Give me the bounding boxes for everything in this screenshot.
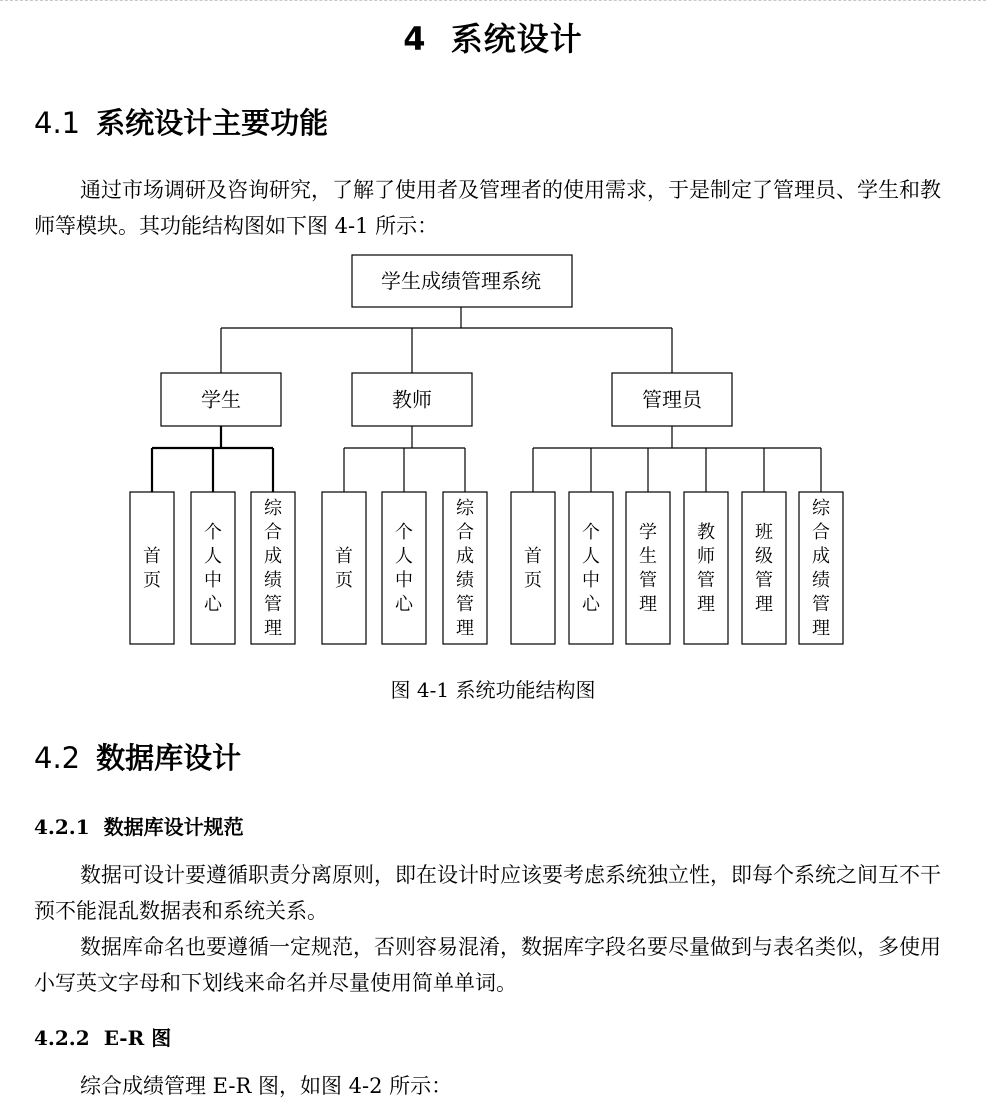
figure-caption: 图 4-1 系统功能结构图: [390, 678, 596, 702]
diagram-leaf-box: [569, 492, 613, 644]
subsection-4-2-2-paragraph: 综合成绩管理 E-R 图，如图 4-2 所示：: [80, 1074, 453, 1098]
diagram-leaf-label: 首页: [524, 546, 542, 591]
diagram-leaf-label: 个人中心: [204, 522, 222, 615]
diagram-leaf-box: [626, 492, 670, 644]
diagram-leaf-box: [130, 492, 174, 644]
subsection-number: 4.2.2: [34, 1026, 90, 1050]
subsection-4-2-1-paragraph-1: 数据可设计要遵循职责分离原则，即在设计时应该要考虑系统独立性，即每个系统之间互不干预不能混乱数据表和系统关系。: [34, 863, 941, 923]
subsection-title: 数据库设计规范: [103, 815, 244, 839]
diagram-leaf-box: [322, 492, 366, 644]
diagram-module-label: 教师: [392, 387, 432, 412]
diagram-leaf-label: 班级管理: [755, 522, 773, 615]
diagram-leaf-label: 首页: [143, 546, 161, 591]
diagram-leaf-label: 个人中心: [582, 522, 600, 615]
section-title: 数据库设计: [96, 741, 242, 775]
diagram-leaf-label: 个人中心: [395, 522, 413, 615]
diagram-leaf-label: 首页: [335, 546, 353, 591]
diagram-module-label: 管理员: [642, 387, 702, 412]
subsection-title: E-R 图: [103, 1026, 172, 1050]
subsection-4-2-1-paragraph-2: 数据库命名也要遵循一定规范，否则容易混淆，数据库字段名要尽量做到与表名类似，多使用小写英文字母和下划线来命名并尽量使用简单单词。: [34, 935, 941, 995]
diagram-leaf-box: [511, 492, 555, 644]
diagram-root-label: 学生成绩管理系统: [381, 269, 541, 293]
diagram-module-label: 学生: [201, 387, 241, 412]
subsection-4-2-2-heading: [34, 1022, 171, 1051]
section-number: 4.2: [34, 741, 81, 775]
diagram-leaf-box: [191, 492, 235, 644]
section-number: 4.1: [34, 106, 81, 140]
diagram-leaf-box: [742, 492, 786, 644]
section-title: 系统设计主要功能: [96, 106, 329, 140]
diagram-leaf-box: [684, 492, 728, 644]
function-structure-diagram: [0, 240, 986, 660]
diagram-leaf-label: 综合成绩管理: [456, 498, 474, 639]
diagram-leaf-label: 教师管理: [697, 522, 715, 615]
subsection-4-2-1-heading: [34, 811, 244, 840]
page-top-border: [0, 0, 986, 5]
chapter-number: 4: [403, 20, 427, 58]
diagram-leaf-box: [382, 492, 426, 644]
section-4-2-heading: [34, 736, 241, 777]
chapter-heading: [0, 14, 986, 60]
diagram-leaf-label: 综合成绩管理: [812, 498, 830, 639]
diagram-leaf-label: 综合成绩管理: [264, 498, 282, 639]
section-4-1-paragraph: 通过市场调研及咨询研究，了解了使用者及管理者的使用需求，于是制定了管理员、学生和教师等模块。其功能结构图如下图 4-1 所示：: [34, 178, 941, 238]
subsection-number: 4.2.1: [34, 815, 90, 839]
section-4-1-heading: [34, 101, 328, 142]
chapter-title: 系统设计: [450, 20, 583, 58]
diagram-leaf-label: 学生管理: [639, 522, 657, 615]
